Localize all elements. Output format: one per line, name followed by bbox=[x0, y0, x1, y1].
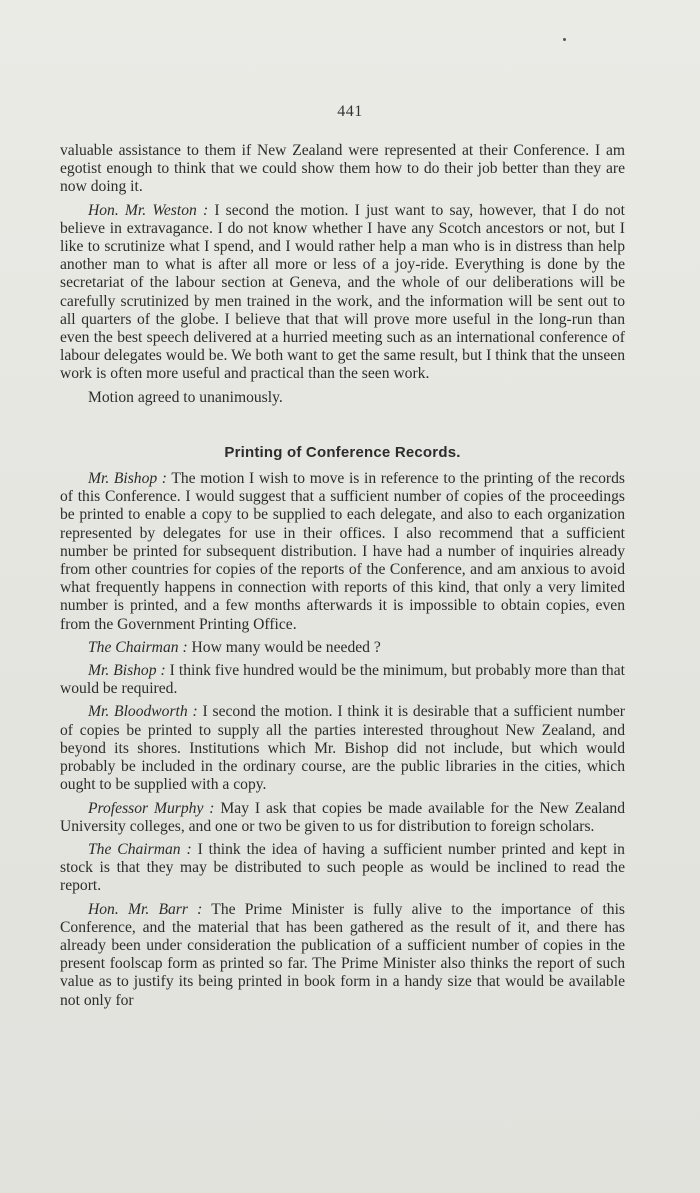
paragraph-text: The Prime Minister is fully alive to the importance of this Conference, and the material that has been gathered as the result of it, and there has already been under consideration the publication of a sufficient number of copies in the present foolscap form as printed so far. The Prime Minister also thinks the report of such value as to justify its being printed in book form in a handy size that would be available not only for bbox=[60, 900, 625, 1009]
paragraph-continued bbox=[60, 142, 625, 197]
paragraph-motion-agreed bbox=[60, 389, 625, 407]
paragraph-bishop-2 bbox=[60, 662, 625, 698]
paragraph-chairman-1 bbox=[60, 639, 625, 657]
paragraph-text: May I ask that copies be made available for the New Zealand University colleges, and one or two be given to us for distribution to foreign scholars. bbox=[60, 799, 625, 835]
paragraph-text: valuable assistance to them if New Zealand were represented at their Conference. I am egotist enough to think that we could show them how to do their job better than they are now doing it. bbox=[60, 142, 625, 196]
paragraph-barr bbox=[60, 901, 625, 1010]
speaker-name: Mr. Bloodworth : bbox=[88, 703, 198, 721]
paragraph-bloodworth bbox=[60, 703, 625, 794]
speaker-name: Mr. Bishop : bbox=[88, 662, 166, 680]
paragraph-text: How many would be needed ? bbox=[187, 638, 381, 656]
paragraph-text: I second the motion. I just want to say, however, that I do not believe in extravagance. I do not know whether I have any Scotch ancestors or not, but I like to scrutinize what I spend, and I would rather help a man who is in distress than help another man to what is after all more or less of a joy-ride. Everything is done by the secretariat of the labour section at Geneva, and the whole of our deliberations will be carefully scrutinized by men trained in the work, and the information will be sent out to all quarters of the globe. I believe that that will prove more useful in the long-run than even the best speech delivered at a hurried meeting such as an international conference of labour delegates would be. We both want to get the same result, but I think that the unseen work is often more useful and practical than the seen work. bbox=[60, 201, 626, 383]
body-text bbox=[60, 142, 625, 1015]
speaker-name: The Chairman : bbox=[88, 638, 188, 656]
speaker-name: The Chairman : bbox=[88, 840, 192, 858]
speaker-name: Professor Murphy : bbox=[88, 799, 215, 817]
page-number: 441 bbox=[337, 103, 363, 120]
paragraph-text: I think the idea of having a sufficient number printed and kept in stock is that they may be distributed to such people as would be inclined to read the report. bbox=[60, 840, 625, 895]
paragraph-text: Motion agreed to unanimously. bbox=[88, 388, 283, 406]
paragraph-text: The motion I wish to move is in reference to the printing of the records of this Conference. I would suggest that a sufficient number of copies of the proceedings be printed to enable a copy to be supplied to each delegate, and also to each organization represented by delegates for use in their offices. I also recommend that a sufficient number be printed for subsequent distribution. I have had a number of inquiries already from other countries for copies of the reports of the Conference, and am anxious to avoid what frequently happens in connection with reports of this kind, that only a very limited number is printed, and a few months afterwards it is impossible to obtain copies, even from the Government Printing Office. bbox=[60, 470, 625, 633]
speaker-name: Hon. Mr. Weston : bbox=[88, 201, 209, 219]
paper-speck bbox=[563, 38, 566, 41]
paragraph-text: I second the motion. I think it is desirable that a sufficient number of copies be printed to supply all the parties interested throughout New Zealand, and beyond its shores. Institutions which Mr. Bishop did not include, but which would probably be included in the ordinary course, are the public libraries in the cities, which ought to be supplied with a copy. bbox=[60, 703, 625, 794]
paragraph-text: I think five hundred would be the minimum, but probably more than that would be required. bbox=[60, 662, 625, 698]
paragraph-murphy bbox=[60, 800, 625, 836]
speaker-name: Hon. Mr. Barr : bbox=[88, 900, 203, 918]
paragraph-weston bbox=[60, 202, 625, 384]
speaker-name: Mr. Bishop : bbox=[88, 470, 167, 488]
paragraph-chairman-2 bbox=[60, 841, 625, 896]
section-heading: Printing of Conference Records. bbox=[224, 443, 461, 461]
paragraph-bishop-1 bbox=[60, 470, 625, 634]
